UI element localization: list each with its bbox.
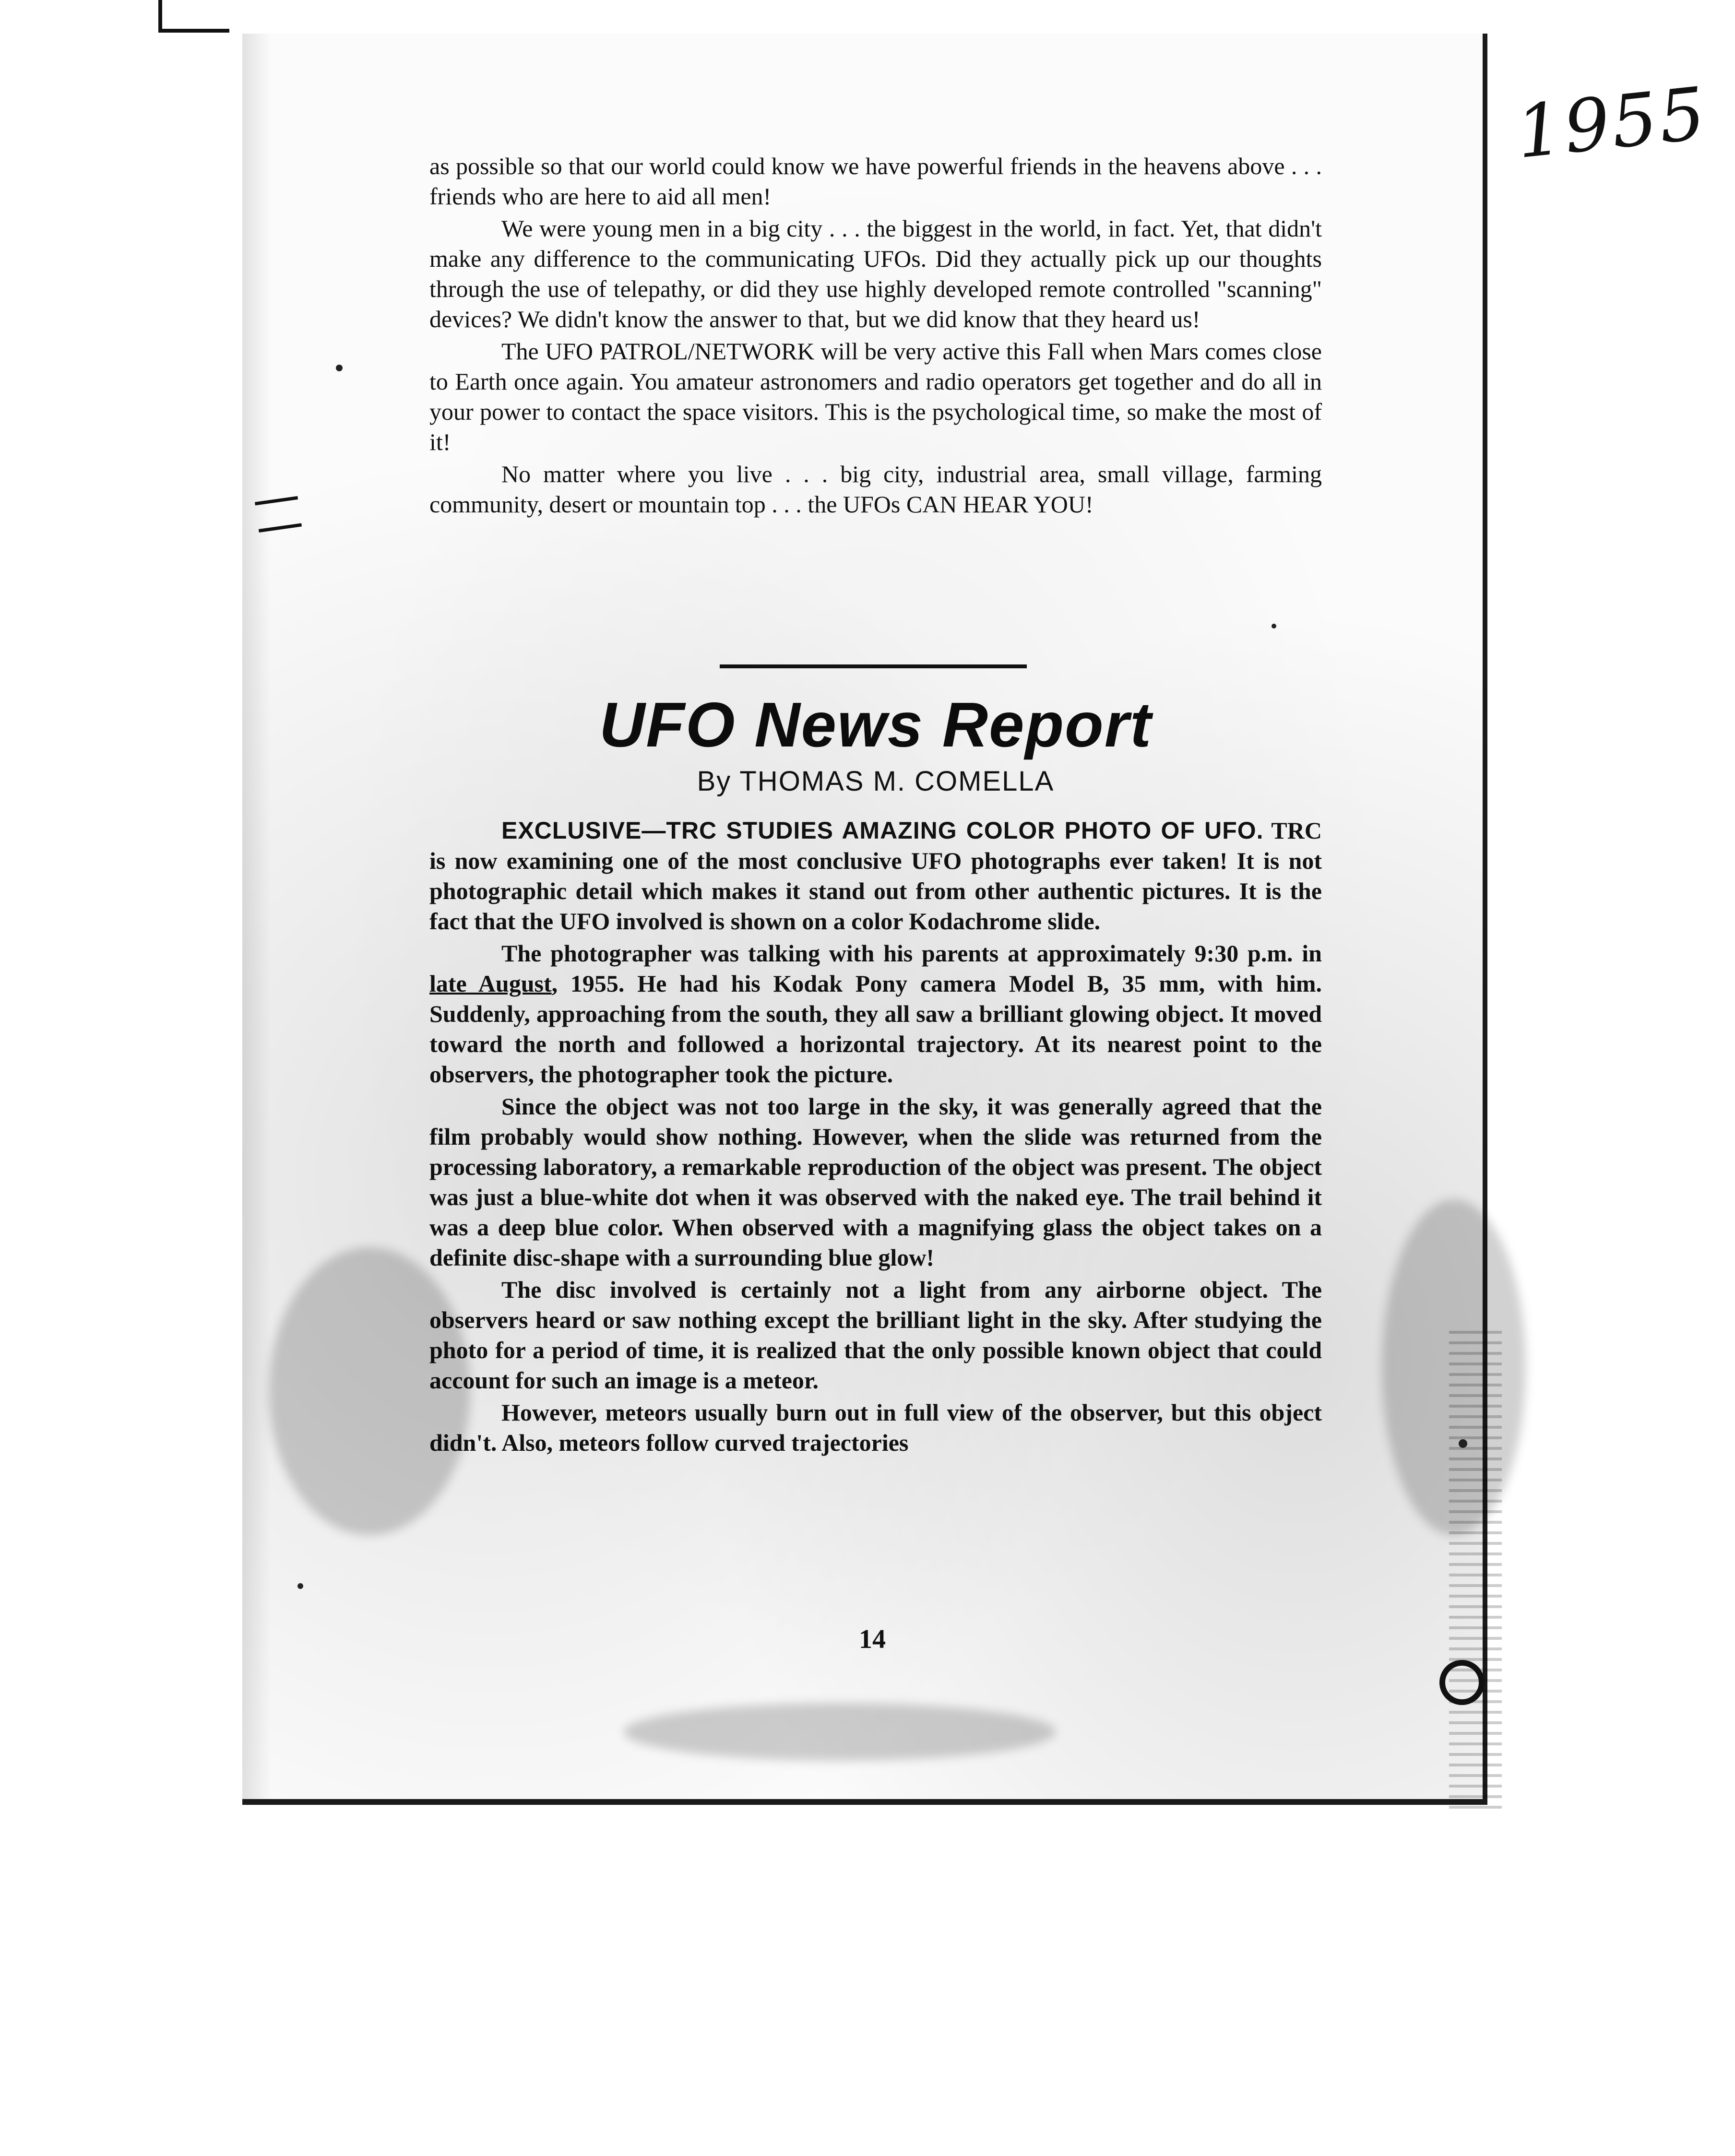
- paragraph: The UFO PATROL/NETWORK will be very active this Fall when Mars comes close to Earth once again. You amateur astronomers and radio operators get together and do all in your power to contact the space visitors. This is the psychological time, so make the most of it!: [429, 338, 1322, 455]
- paragraph: No matter where you live . . . big city, industrial area, small village, farming community, desert or mountain top . . . the UFOs CAN HEAR YOU!: [429, 461, 1322, 518]
- paragraph-text: The photographer was talking with his parents at approximately 9:30 p.m. in: [501, 940, 1322, 967]
- toner-smudge: [624, 1703, 1056, 1761]
- article-byline: By THOMAS M. COMELLA: [697, 766, 1055, 797]
- paragraph: as possible so that our world could know we have powerful friends in the heavens above . . . friends who are here to aid all men!: [429, 153, 1322, 210]
- toner-speck: [1459, 1439, 1467, 1448]
- paragraph-text: , 1955. He had his Kodak Pony camera Model B, 35 mm, with him. Suddenly, approaching from the south, they all saw a brilliant glowing object. It moved toward the north and followed a horizontal trajectory. At its nearest point to the observers, the photographer took the picture.: [429, 970, 1322, 1088]
- top-article-section: [429, 151, 1322, 520]
- binding-hole-mark: [1439, 1660, 1485, 1705]
- lead-paragraph: [429, 816, 1322, 936]
- lead-heading: EXCLUSIVE—TRC STUDIES AMAZING COLOR PHOTO OF UFO.: [501, 817, 1264, 844]
- section-divider: [720, 664, 1027, 668]
- page-edge-shadow: [242, 34, 271, 1799]
- paragraph: Since the object was not too large in the sky, it was generally agreed that the film probably would show nothing. However, when the slide was returned from the processing laboratory, a remarkable reproduction of the object was present. The object was just a blue-white dot when it was observed with the naked eye. The trail behind it was a deep blue color. When observed with a magnifying glass the object takes on a definite disc-shape with a surrounding blue glow!: [429, 1093, 1322, 1271]
- margin-mark: [255, 496, 302, 533]
- toner-speck: [336, 365, 343, 371]
- news-report-section: [429, 816, 1322, 1458]
- corner-scan-mark: [158, 0, 229, 33]
- toner-smudge: [269, 1247, 470, 1535]
- toner-speck: [297, 1583, 303, 1589]
- page-number: 14: [859, 1624, 886, 1654]
- handwritten-year-annotation: 1955: [1512, 71, 1711, 175]
- paragraph: We were young men in a big city . . . the biggest in the world, in fact. Yet, that didn't make any difference to the communicating UFOs. Did they actually pick up our thoughts through the use of telepathy, or did they use highly developed remote controlled "scanning" devices? We didn't know the answer to that, but we did know that they heard us!: [429, 215, 1322, 332]
- paragraph: The disc involved is certainly not a light from any airborne object. The observers heard or saw nothing except the brilliant light in the sky. After studying the photo for a period of time, it is realized that the only possible known object that could account for such an image is a meteor.: [429, 1276, 1322, 1394]
- toner-speck: [1272, 624, 1276, 628]
- toner-smudge: [1382, 1199, 1526, 1535]
- paragraph: However, meteors usually burn out in full view of the observer, but this object didn't. Also, meteors follow curved trajectories: [429, 1399, 1322, 1456]
- article-headline: UFO News Report: [599, 689, 1153, 760]
- lead-text: TRC is now examining one of the most conclusive UFO photographs ever taken! It is not photographic detail which makes it stand out from other authentic pictures. It is the fact that the UFO involved is shown on a color Kodachrome slide.: [429, 817, 1322, 935]
- paragraph: [429, 938, 1322, 1090]
- underlined-date: late August: [429, 970, 552, 997]
